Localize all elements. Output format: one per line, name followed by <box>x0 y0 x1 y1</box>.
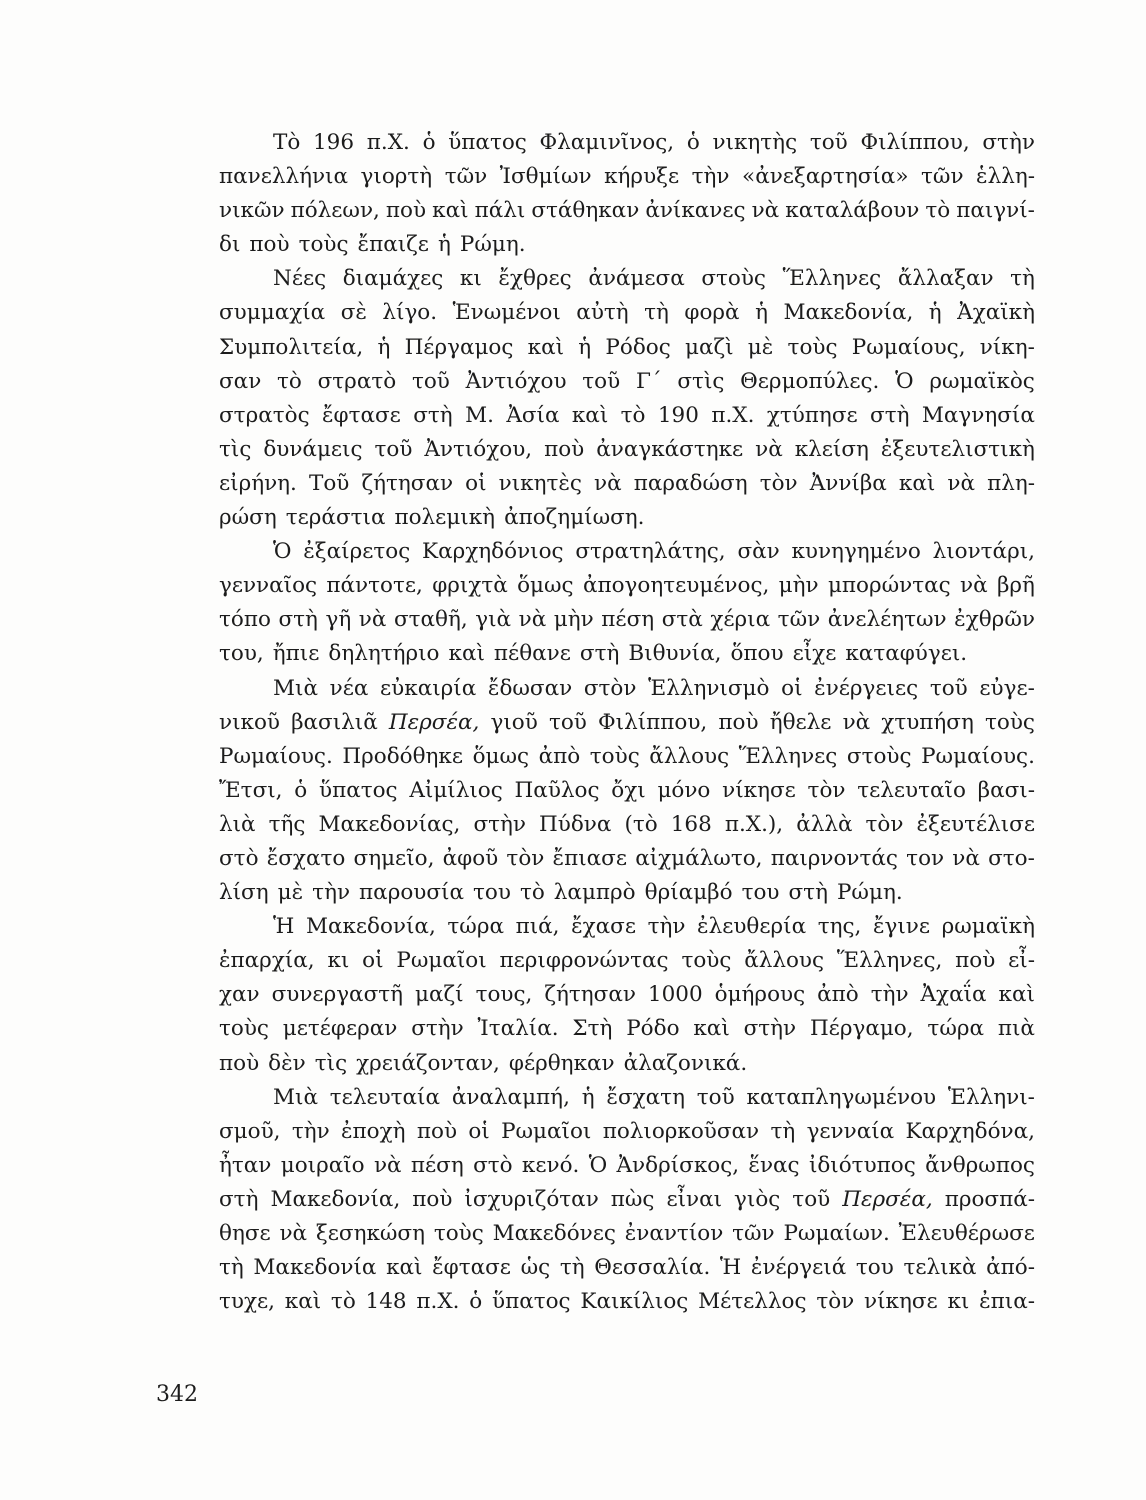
text-line: ποὺ δὲν τὶς χρειάζονταν, φέρθηκαν ἀλαζονικά. <box>219 1050 748 1076</box>
text-line: Μιὰ νέα εὐκαιρία ἔδωσαν στὸν Ἑλληνισμὸ οἱ ἐνέργειες τοῦ εὐγε- <box>273 675 1035 701</box>
text-line: νικοῦ βασιλιᾶ Περσέα, γιοῦ τοῦ Φιλίππου, ποὺ ἤθελε νὰ χτυπήση τοὺς <box>219 709 1035 735</box>
body-text <box>219 126 1035 1319</box>
page-number: 342 <box>156 1382 198 1407</box>
paragraph <box>219 262 1035 535</box>
text-line: θησε νὰ ξεσηκώση τοὺς Μακεδόνες ἐναντίον τῶν Ρωμαίων. Ἐλευθέρωσε <box>219 1221 1035 1246</box>
text-line: σμοῦ, τὴν ἐποχὴ ποὺ οἱ Ρωμαῖοι πολιορκοῦσαν τὴ γενναία Καρχηδόνα, <box>219 1118 1035 1144</box>
text-line: λιὰ τῆς Μακεδονίας, στὴν Πύδνα (τὸ 168 π.Χ.), ἀλλὰ τὸν ἐξευτέλισε <box>219 811 1035 837</box>
text-line: τὶς δυνάμεις τοῦ Ἀντιόχου, ποὺ ἀναγκάστηκε νὰ κλείση ἐξευτελιστικὴ <box>219 436 1035 462</box>
text-line: στὴ Μακεδονία, ποὺ ἰσχυριζόταν πὼς εἶναι γιὸς τοῦ Περσέα, προσπά- <box>219 1186 1035 1212</box>
text-line: συμμαχία σὲ λίγο. Ἑνωμένοι αὐτὴ τὴ φορὰ ἡ Μακεδονία, ἡ Ἀχαϊκὴ <box>219 300 1035 326</box>
text-line: Ρωμαίους. Προδόθηκε ὅμως ἀπὸ τοὺς ἄλλους Ἕλληνες στοὺς Ρωμαίους. <box>219 743 1035 769</box>
text-line: Ἔτσι, ὁ ὕπατος Αἰμίλιος Παῦλος ὄχι μόνο νίκησε τὸν τελευταῖο βασι- <box>219 777 1035 803</box>
text-line: Τὸ 196 π.Χ. ὁ ὕπατος Φλαμινῖνος, ὁ νικητὴς τοῦ Φιλίππου, στὴν <box>273 130 1035 155</box>
paragraph <box>219 910 1035 1080</box>
text-line: στρατὸς ἔφτασε στὴ Μ. Ἀσία καὶ τὸ 190 π.Χ. χτύπησε στὴ Μαγνησία <box>219 402 1035 428</box>
text-line: λίση μὲ τὴν παρουσία του τὸ λαμπρὸ θρίαμβό του στὴ Ρώμη. <box>219 880 903 906</box>
text-line: ρώση τεράστια πολεμικὴ ἀποζημίωση. <box>219 505 645 531</box>
paragraph <box>219 535 1035 671</box>
paragraph <box>219 1081 1035 1320</box>
text-line: στὸ ἔσχατο σημεῖο, ἀφοῦ τὸν ἔπιασε αἰχμάλωτο, παιρνοντάς τον νὰ στο- <box>219 845 1035 871</box>
text-line: του, ἤπιε δηλητήριο καὶ πέθανε στὴ Βιθυνία, ὅπου εἶχε καταφύγει. <box>219 641 968 667</box>
text-line: Ὁ ἐξαίρετος Καρχηδόνιος στρατηλάτης, σὰν κυνηγημένο λιοντάρι, <box>273 539 1035 565</box>
text-line: σαν τὸ στρατὸ τοῦ Ἀντιόχου τοῦ Γ΄ στὶς Θερμοπύλες. Ὁ ρωμαϊκὸς <box>219 368 1035 394</box>
text-line: τόπο στὴ γῆ νὰ σταθῆ, γιὰ νὰ μὴν πέση στὰ χέρια τῶν ἀνελέητων ἐχθρῶν <box>219 607 1035 633</box>
paragraph <box>219 126 1035 262</box>
text-line: τὴ Μακεδονία καὶ ἔφτασε ὡς τὴ Θεσσαλία. Ἡ ἐνέργειά του τελικὰ ἀπό- <box>219 1255 1035 1281</box>
text-line: γενναῖος πάντοτε, φριχτὰ ὅμως ἀπογοητευμένος, μὴν μπορώντας νὰ βρῆ <box>219 573 1035 599</box>
text-line: χαν συνεργαστῆ μαζί τους, ζήτησαν 1000 ὁμήρους ἀπὸ τὴν Ἀχαΐα καὶ <box>219 982 1035 1008</box>
text-line: Μιὰ τελευταία ἀναλαμπή, ἡ ἔσχατη τοῦ καταπληγωμένου Ἑλληνι- <box>273 1084 1035 1110</box>
text-line: ἐπαρχία, κι οἱ Ρωμαῖοι περιφρονώντας τοὺς ἄλλους Ἕλληνες, ποὺ εἶ- <box>219 948 1035 974</box>
text-line: Ἡ Μακεδονία, τώρα πιά, ἔχασε τὴν ἐλευθερία της, ἔγινε ρωμαϊκὴ <box>273 914 1035 940</box>
paragraph <box>219 672 1035 911</box>
text-line: τυχε, καὶ τὸ 148 π.Χ. ὁ ὕπατος Καικίλιος Μέτελλος τὸν νίκησε κι ἐπια- <box>219 1289 1035 1315</box>
text-line: πανελλήνια γιορτὴ τῶν Ἰσθμίων κήρυξε τὴν «ἀνεξαρτησία» τῶν ἑλλη- <box>219 164 1035 190</box>
text-line: νικῶν πόλεων, ποὺ καὶ πάλι στάθηκαν ἀνίκανες νὰ καταλάβουν τὸ παιγνί- <box>219 198 1035 224</box>
text-line: δι ποὺ τοὺς ἔπαιζε ἡ Ρώμη. <box>219 232 526 258</box>
text-line: τοὺς μετέφεραν στὴν Ἰταλία. Στὴ Ρόδο καὶ στὴν Πέργαμο, τώρα πιὰ <box>219 1016 1035 1042</box>
text-line: Συμπολιτεία, ἡ Πέργαμος καὶ ἡ Ρόδος μαζὶ μὲ τοὺς Ρωμαίους, νίκη- <box>219 334 1035 360</box>
text-line: εἰρήνη. Τοῦ ζήτησαν οἱ νικητὲς νὰ παραδώση τὸν Ἀννίβα καὶ νὰ πλη- <box>219 470 1035 496</box>
text-line: Νέες διαμάχες κι ἔχθρες ἀνάμεσα στοὺς Ἕλληνες ἄλλαξαν τὴ <box>273 266 1035 292</box>
text-line: ἦταν μοιραῖο νὰ πέση στὸ κενό. Ὁ Ἀνδρίσκος, ἕνας ἰδιότυπος ἄνθρωπος <box>219 1152 1035 1178</box>
